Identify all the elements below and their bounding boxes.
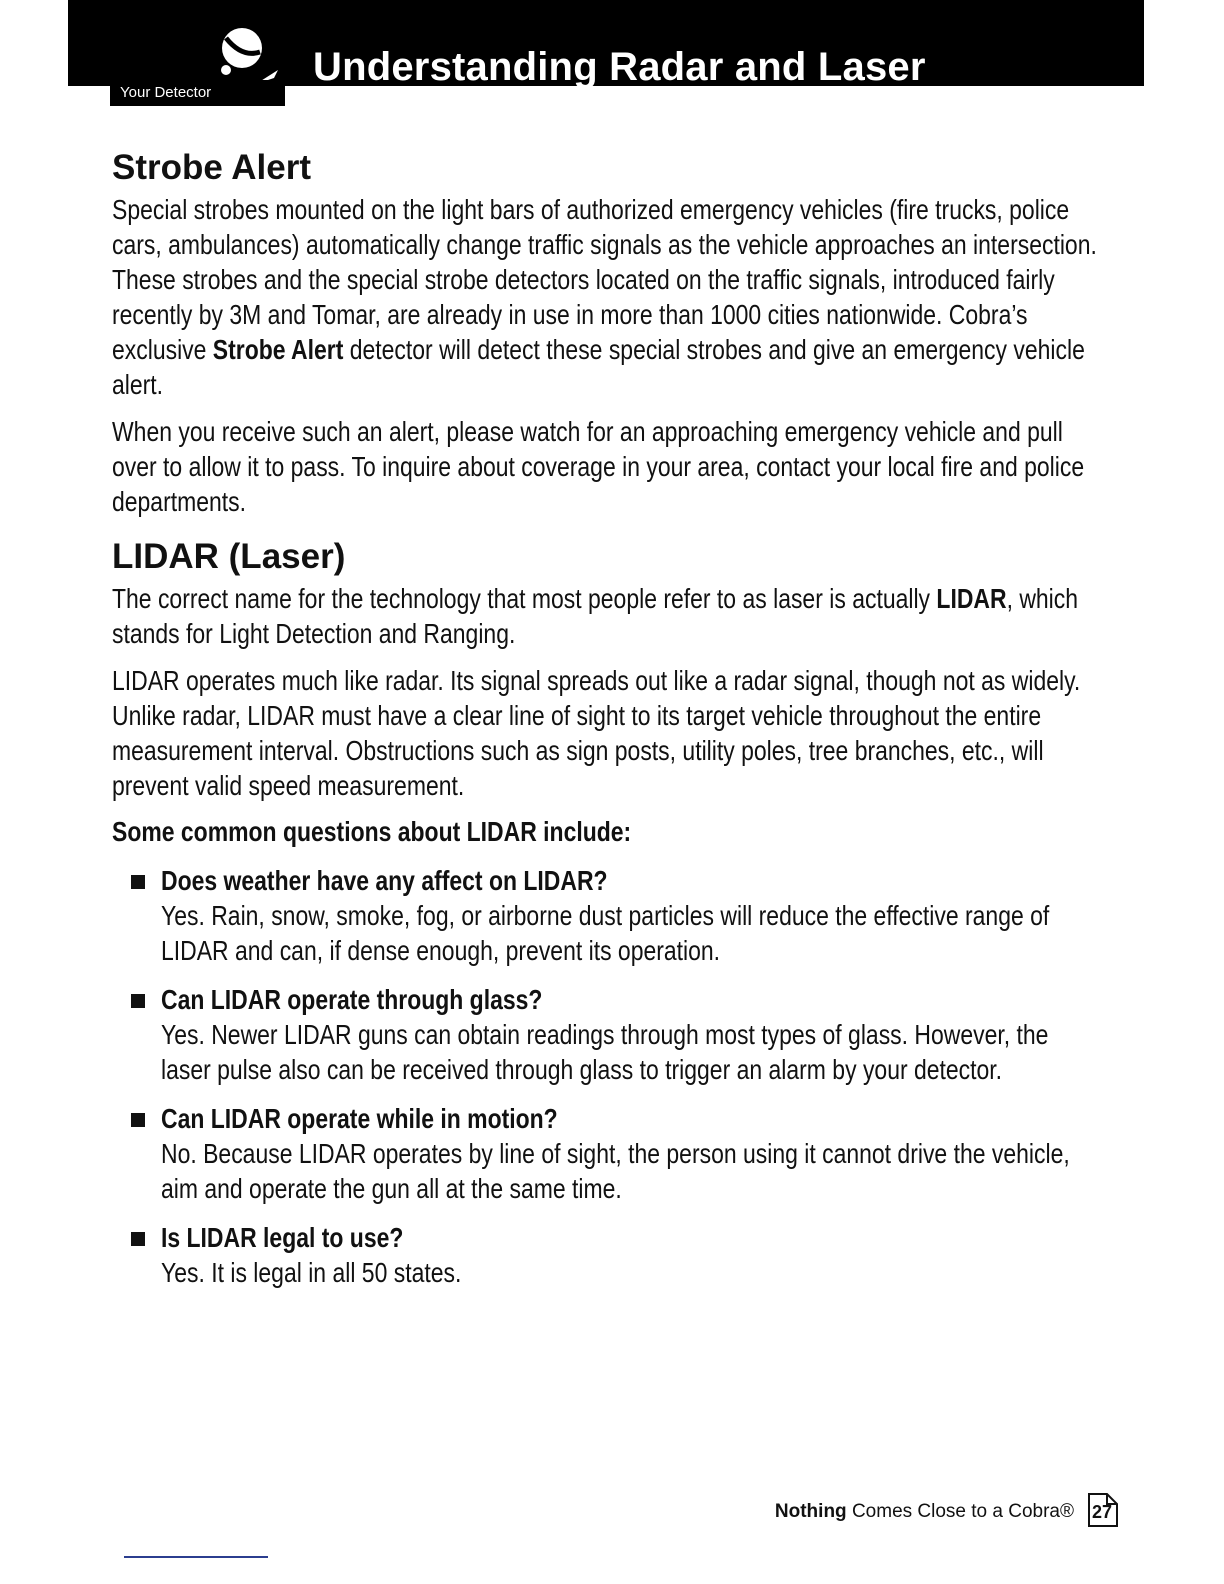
page-title: Understanding Radar and Laser <box>313 45 926 89</box>
main-content <box>112 148 1102 1304</box>
question-title: Is LIDAR legal to use? <box>161 1222 404 1253</box>
list-item <box>112 982 1102 1087</box>
text-span: The correct name for the technology that most people refer to as laser is actually <box>112 583 937 614</box>
section-heading: Strobe Alert <box>112 148 312 187</box>
section-tab: Your Detector <box>110 80 285 106</box>
strobe-alert-section <box>112 148 1102 519</box>
question-title: Can LIDAR operate through glass? <box>161 984 543 1015</box>
paragraph: When you receive such an alert, please watch for an approaching emergency vehicle and pull over to allow it to pass. To inquire about coverage in your area, contact your local fire and police departments. <box>112 416 1085 517</box>
question-list <box>112 863 1102 1290</box>
list-item <box>112 863 1102 968</box>
divider <box>124 1556 268 1558</box>
bullet-icon <box>131 875 145 889</box>
paragraph <box>112 192 1104 402</box>
paragraph <box>112 581 1104 651</box>
list-item <box>112 1101 1102 1206</box>
list-item <box>112 1220 1102 1290</box>
lidar-section <box>112 537 1102 1290</box>
bullet-icon <box>131 994 145 1008</box>
paragraph: LIDAR operates much like radar. Its signal spreads out like a radar signal, though not as widely. Unlike radar, LIDAR must have a clear line of sight to its target vehicle throughout the entire measurement interval. Obstructions such as sign posts, utility poles, tree branches, etc., will prevent valid speed measurement. <box>112 665 1081 801</box>
questions-intro: Some common questions about LIDAR include: <box>112 816 632 847</box>
page-number: 27 <box>1092 1502 1113 1522</box>
tagline-rest: Comes Close to a Cobra® <box>846 1501 1074 1522</box>
question-title: Can LIDAR operate while in motion? <box>161 1103 558 1134</box>
bullet-icon <box>131 1113 145 1127</box>
text-span: , which stands for Light Detection and Ranging. <box>112 583 1079 649</box>
bold-term: Strobe Alert <box>212 334 344 365</box>
text-span: detector will detect these special strobes and give an emergency vehicle alert. <box>112 334 1085 400</box>
question-answer: Yes. Newer LIDAR guns can obtain readings through most types of glass. However, the laser pulse also can be received through glass to trigger an alarm by your detector. <box>161 1019 1049 1085</box>
tagline-bold: Nothing <box>774 1501 847 1522</box>
question-answer: No. Because LIDAR operates by line of sight, the person using it cannot drive the vehicle, aim and operate the gun all at the same time. <box>161 1138 1070 1204</box>
bullet-icon <box>131 1232 145 1246</box>
bold-term: LIDAR <box>936 583 1007 614</box>
question-answer: Yes. Rain, snow, smoke, fog, or airborne dust particles will reduce the effective range of LIDAR and can, if dense enough, prevent its operation. <box>161 900 1050 966</box>
section-heading: LIDAR (Laser) <box>112 537 346 576</box>
text-span: Special strobes mounted on the light bars of authorized emergency vehicles (fire trucks, police cars, ambulances) automatically change traffic signals as the vehicle approaches an intersection. These strobes and the special strobe detectors located on the traffic signals, introduced fairly recently by 3M and Tomar, are already in use in more than 1000 cities nationwide. Cobra’s exclusive <box>112 194 1097 365</box>
question-title: Does weather have any affect on LIDAR? <box>161 865 608 896</box>
footer-tagline <box>775 1498 1074 1526</box>
question-answer: Yes. It is legal in all 50 states. <box>161 1257 462 1288</box>
